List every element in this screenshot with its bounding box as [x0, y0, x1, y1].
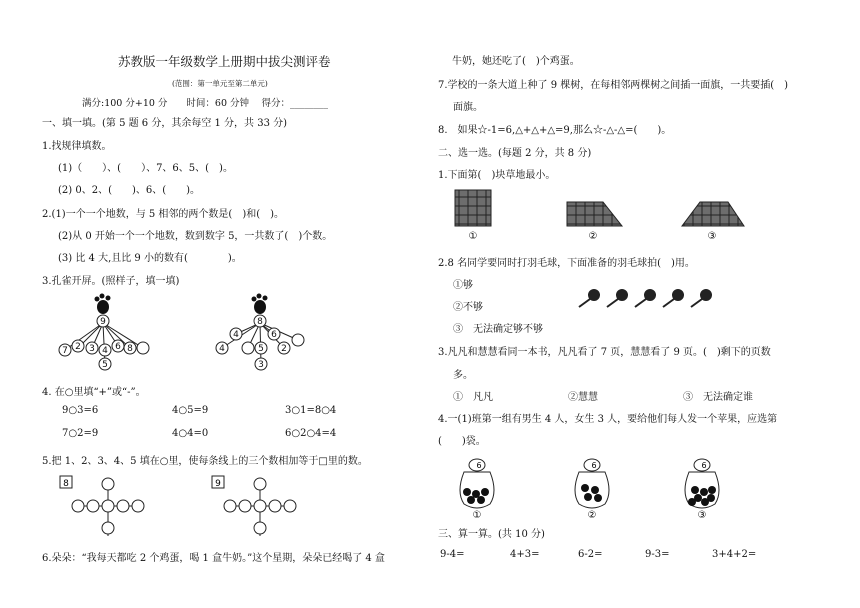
bag-tag: 6 — [701, 461, 707, 470]
range-note: (范围：第一单元至第二单元) — [172, 79, 268, 88]
q2c-text: (3) 比 4 大,且比 9 小的数有( )。 — [58, 253, 242, 264]
peacock2-node: 4 — [219, 344, 225, 354]
peacock1-top: 9 — [100, 317, 106, 327]
q4-text: 4. 在○里填“+”或“-”。 — [42, 387, 146, 398]
patch-3 — [682, 202, 744, 226]
patch-2 — [567, 202, 622, 226]
s2-option-2: ②不够 — [453, 302, 483, 313]
peacock2-node: 4 — [233, 330, 239, 340]
q4-item: 6○2○4=4 — [285, 428, 337, 439]
q8-text: 8. 如果☆-1=6,△+△+△=9,那么☆-△-△=( )。 — [438, 125, 672, 136]
bag-label: ③ — [697, 510, 707, 520]
badminton-rackets-icon — [574, 288, 722, 310]
exam-meta: 满分:100 分+10 分 时间：60 分钟 得分：________ — [82, 98, 329, 109]
s2-option-3: ③ 无法确定够不够 — [453, 324, 543, 335]
q2b-text: (2)从 0 开始一个一个地数，数到数字 5，一共数了( )个数。 — [58, 231, 333, 242]
q5-text: 5.把 1、2、3、4、5 填在○里，使每条线上的三个数相加等于□里的数。 — [42, 456, 368, 467]
s1-text: 1.下面第( )块草地最小。 — [438, 170, 556, 181]
q4-item: 9○3=6 — [62, 405, 99, 416]
q6-text: 6.朵朵：“我每天都吃 2 个鸡蛋，喝 1 盒牛奶。”这个星期，朵朵已经喝了 4 盒 — [42, 553, 385, 564]
apple-bags-figure — [452, 452, 722, 520]
peacock2-node: 6 — [271, 330, 277, 340]
q3-text: 3.孔雀开屏。(照样子，填一填) — [42, 276, 180, 287]
section-3-heading: 三、算一算。(共 10 分) — [438, 529, 545, 540]
q4-item: 3○1=8○4 — [285, 405, 337, 416]
q1b-text: (2) 0、2、( )、6、( )。 — [58, 185, 201, 196]
q6-continued: 牛奶，她还吃了( )个鸡蛋。 — [452, 56, 580, 67]
cross-diagram-2 — [210, 474, 300, 544]
peacock2-node: 2 — [281, 344, 287, 354]
q4-item: 4○5=9 — [172, 405, 209, 416]
calc-item: 3+4+2= — [712, 549, 757, 560]
q4-item: 4○4=0 — [172, 428, 209, 439]
peacock1-node: 4 — [102, 346, 108, 356]
s3-option-3: ③ 无法确定谁 — [683, 392, 753, 403]
patch-label: ② — [588, 231, 598, 242]
patch-label: ③ — [707, 231, 717, 242]
peacock2-node: 3 — [258, 360, 264, 370]
s4a-text: 4.一(1)班第一组有男生 4 人，女生 3 人，要给他们每人发一个苹果，应选第 — [438, 414, 778, 425]
target-box: 8 — [63, 479, 69, 489]
bag-tag: 6 — [591, 461, 597, 470]
peacock-crest-icon — [252, 294, 268, 315]
bag-label: ① — [472, 510, 482, 520]
peacock1-node: 2 — [75, 342, 81, 352]
q1-text: 1.找规律填数。 — [42, 141, 112, 152]
q2a-text: 2.(1)一个一个地数，与 5 相邻的两个数是( )和( )。 — [42, 209, 285, 220]
s4b-text: ( )袋。 — [438, 436, 486, 447]
section-2-heading: 二、选一选。(每题 2 分，共 8 分) — [438, 148, 592, 159]
peacock2-node: 5 — [258, 344, 264, 354]
s3a-text: 3.凡凡和慧慧看同一本书，凡凡看了 7 页，慧慧看了 9 页。( )剩下的页数 — [438, 347, 771, 358]
q1a-text: (1)（ ）、( ）、7、6、5、( )。 — [58, 163, 233, 174]
calc-item: 6-2= — [578, 549, 603, 560]
peacock-diagram-exercise — [210, 290, 310, 372]
calc-item: 9-4= — [440, 549, 465, 560]
patch-1 — [455, 190, 491, 226]
s2-text: 2.8 名同学要同时打羽毛球，下面准备的羽毛球拍( )用。 — [438, 258, 695, 269]
section-1-heading: 一、填一填。(第 5 题 6 分，其余每空 1 分，共 33 分) — [42, 118, 288, 129]
q4-item: 7○2=9 — [62, 428, 99, 439]
peacock1-node: 3 — [89, 344, 95, 354]
q7b-text: 面旗。 — [453, 102, 483, 113]
calc-item: 9-3= — [645, 549, 670, 560]
peacock-diagram-example — [50, 290, 160, 372]
peacock2-node: 8 — [257, 317, 263, 327]
q7a-text: 7.学校的一条大道上种了 9 棵树，在每相邻两棵树之间插一面旗，一共要插( ) — [438, 80, 789, 91]
patch-label: ① — [468, 231, 478, 242]
peacock1-node: 5 — [102, 360, 108, 370]
s3-option-1: ① 凡凡 — [453, 392, 493, 403]
calc-item: 4+3= — [510, 549, 540, 560]
cross-diagram-1 — [58, 474, 148, 544]
s3b-text: 多。 — [453, 370, 473, 381]
s2-option-1: ①够 — [453, 280, 473, 291]
peacock-crest-icon — [95, 294, 111, 315]
peacock1-node: 8 — [127, 344, 133, 354]
peacock1-node: 7 — [62, 346, 68, 356]
s3-option-2: ②慧慧 — [568, 392, 598, 403]
bag-label: ② — [587, 510, 597, 520]
bag-tag: 6 — [476, 461, 482, 470]
page-title: 苏教版一年级数学上册期中拔尖测评卷 — [118, 54, 331, 69]
peacock1-node: 6 — [115, 342, 121, 352]
grass-patches-figure — [450, 188, 750, 242]
target-box: 9 — [215, 479, 221, 489]
